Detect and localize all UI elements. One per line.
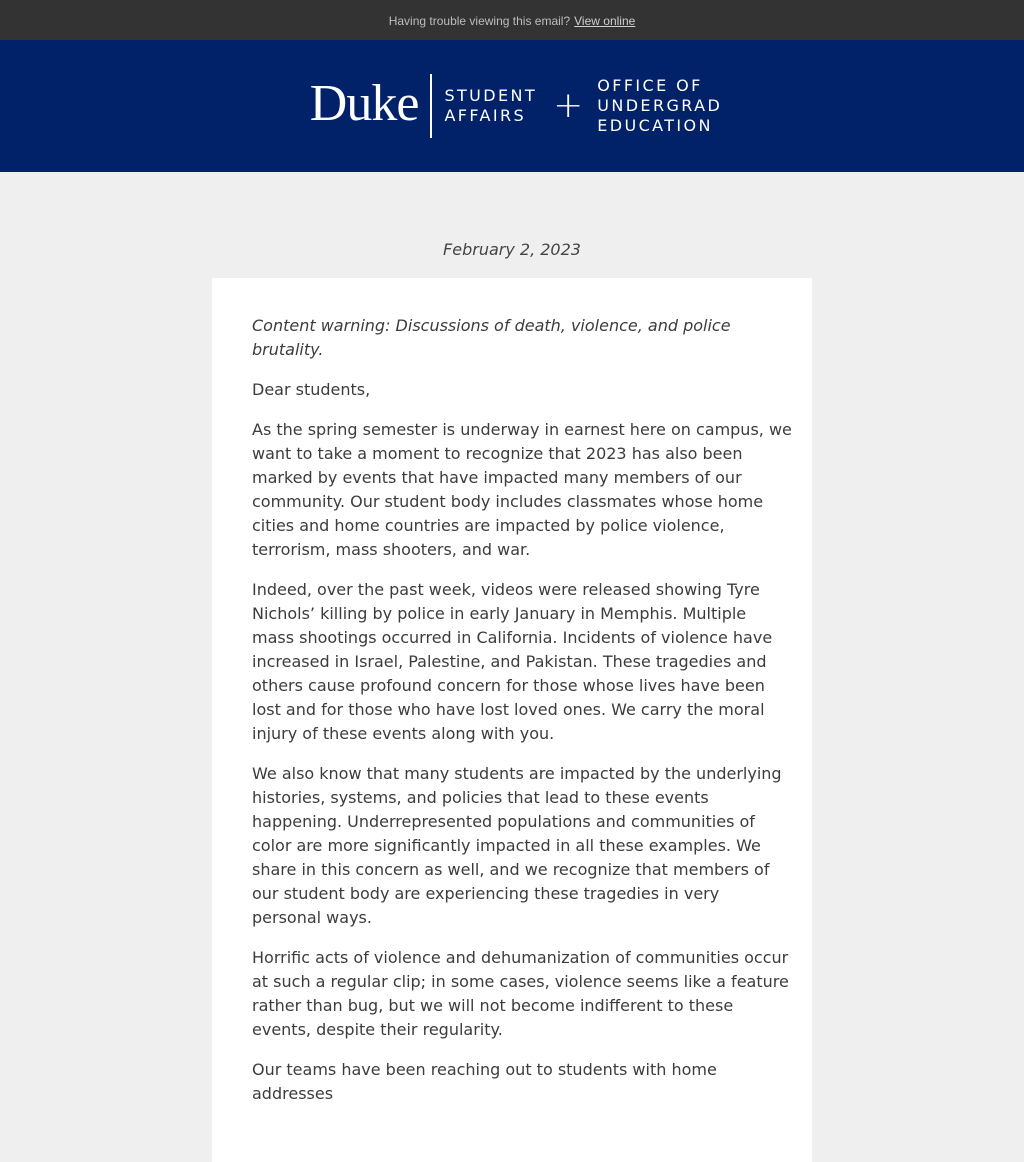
office-line-2: UNDERGRAD — [597, 96, 723, 115]
content-warning: Content warning: Discussions of death, violence, and police brutality. — [252, 316, 731, 359]
student-affairs-line-1: STUDENT — [444, 86, 538, 105]
logo-divider — [430, 74, 432, 138]
office-line-1: OFFICE OF — [597, 76, 703, 95]
body-paragraph: As the spring semester is underway in earnest here on campus, we want to take a moment to recognize that 2023 has also been marked by events that have impacted many members of our community. Our student body includes classmates whose home cities and home countries are impacted by police violence, terrorism, mass shooters, and war. — [252, 420, 792, 559]
trouble-viewing-text: Having trouble viewing this email? — [388, 14, 571, 28]
office-line-3: EDUCATION — [597, 116, 713, 135]
student-affairs-line-2: AFFAIRS — [444, 106, 527, 125]
duke-wordmark: Duke — [309, 75, 419, 132]
body-paragraph: Our teams have been reaching out to students with home addresses — [252, 1060, 717, 1103]
body-paragraph: Horrific acts of violence and dehumanization of communities occur at such a regular clip; in some cases, violence seems like a feature rather than bug, but we will not become indifferent to these events, despite their regularity. — [252, 948, 789, 1039]
body-paragraph: We also know that many students are impacted by the underlying histories, systems, and policies that lead to these events happening. Underrepresented populations and communities of color are more significantly impacted in all these examples. We share in this concern as well, and we recognize that members of our student body are experiencing these tragedies in very personal ways. — [252, 764, 782, 927]
email-header — [0, 40, 1024, 172]
view-online-link[interactable]: View online — [574, 14, 636, 28]
greeting: Dear students, — [252, 380, 371, 399]
plus-icon: + — [553, 85, 584, 126]
office-undergrad-label — [597, 76, 722, 136]
view-online-bar — [0, 0, 1024, 40]
email-date: February 2, 2023 — [443, 240, 581, 259]
duke-logo — [310, 74, 722, 138]
student-affairs-label — [444, 86, 537, 126]
body-paragraph: Indeed, over the past week, videos were released showing Tyre Nichols’ killing by police in early January in Memphis. Multiple mass shootings occurred in California. Incidents of violence have increased in Israel, Palestine, and Pakistan. These tragedies and others cause profound concern for those whose lives have been lost and for those who have lost loved ones. We carry the moral injury of these events along with you. — [252, 580, 773, 743]
email-body — [212, 278, 812, 1162]
